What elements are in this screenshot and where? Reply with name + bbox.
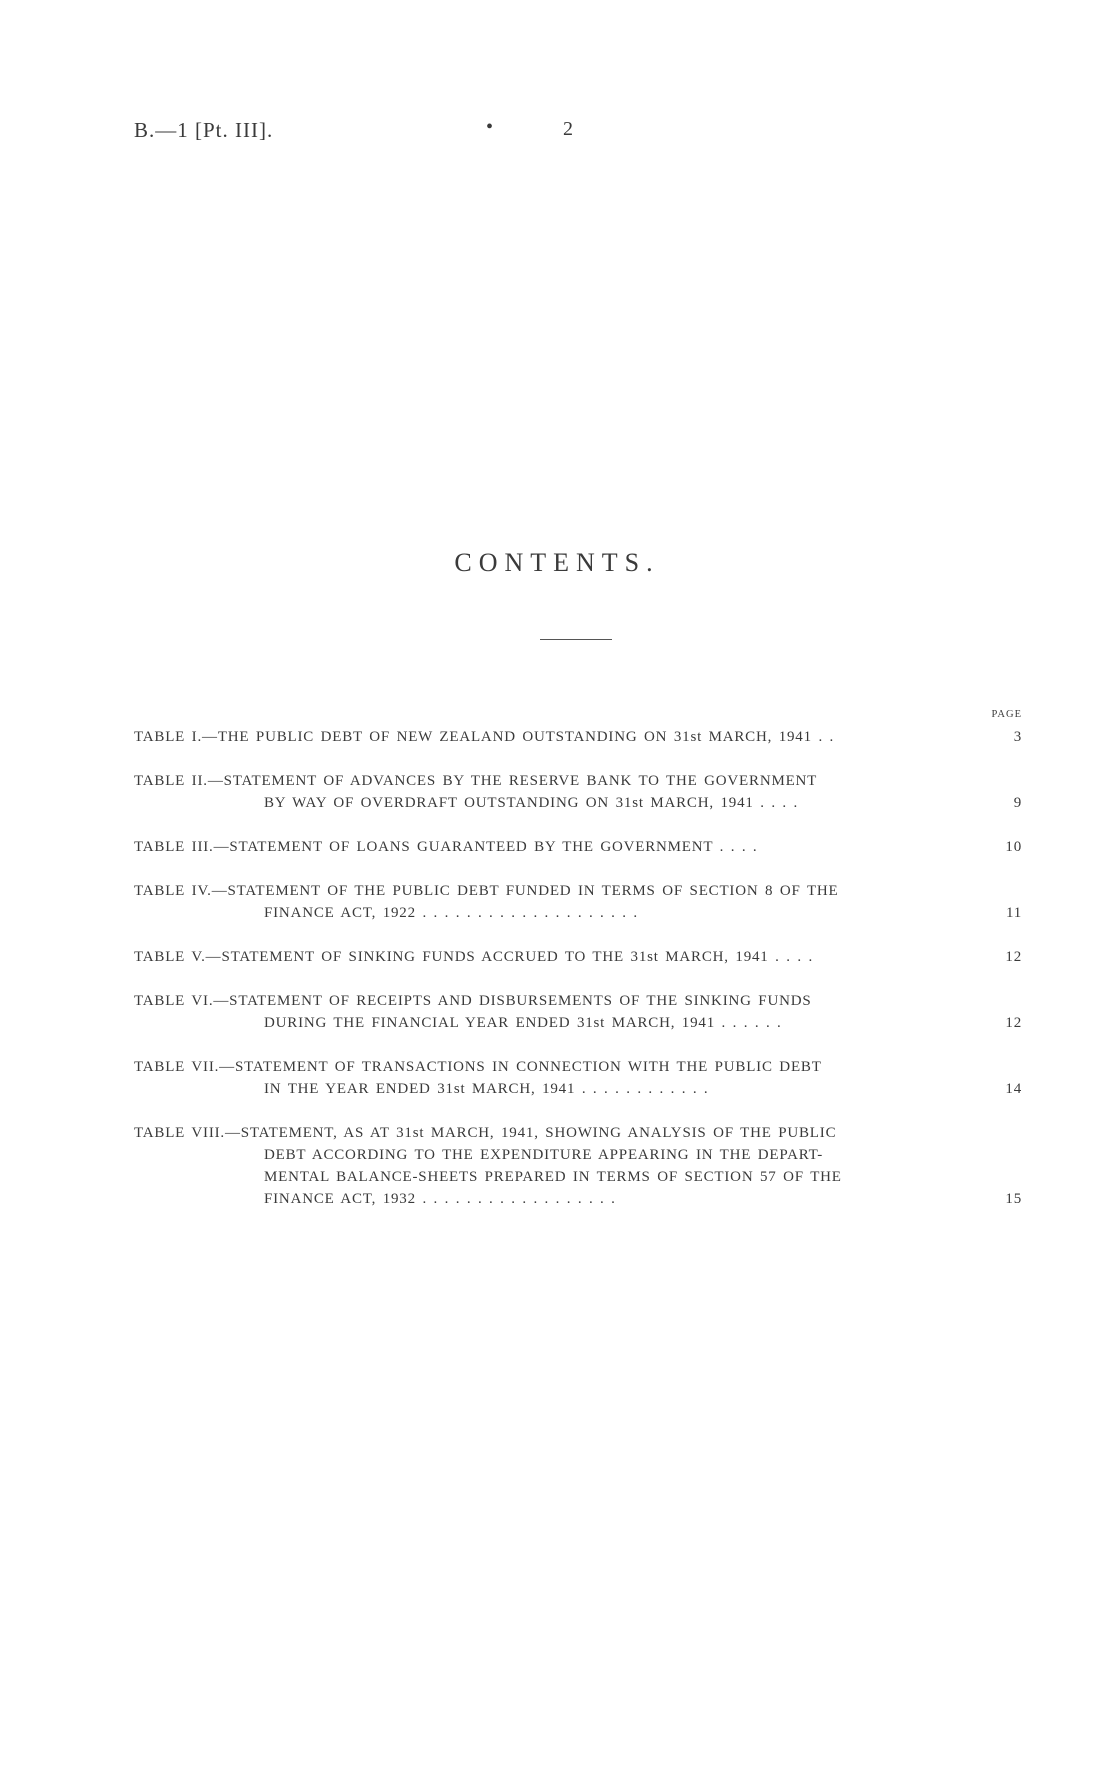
- title-rule: [540, 639, 612, 640]
- toc-entry-page: 14: [1005, 1081, 1022, 1097]
- toc-entry-page: 10: [1005, 839, 1022, 855]
- toc-entry-line: TABLE III.—STATEMENT OF LOANS GUARANTEED BY THE GOVERNMENT . . . .: [134, 839, 758, 855]
- toc-entry-line: TABLE VIII.—STATEMENT, AS AT 31st MARCH, 1941, SHOWING ANALYSIS OF THE PUBLIC: [134, 1125, 837, 1141]
- toc-entry-table-6[interactable]: [134, 990, 1022, 1034]
- page-header-dot: •: [486, 116, 494, 138]
- toc-entry-page: 12: [1005, 949, 1022, 965]
- toc-entry-text: [134, 1122, 954, 1210]
- page-column-label: PAGE: [991, 709, 1022, 720]
- toc-entry-line: TABLE IV.—STATEMENT OF THE PUBLIC DEBT FUNDED IN TERMS OF SECTION 8 OF THE: [134, 883, 839, 899]
- contents-title: CONTENTS.: [454, 548, 660, 577]
- toc-entry-line: DURING THE FINANCIAL YEAR ENDED 31st MARCH, 1941 . . . . . .: [264, 1015, 782, 1031]
- toc-entry-line: TABLE V.—STATEMENT OF SINKING FUNDS ACCRUED TO THE 31st MARCH, 1941 . . . .: [134, 949, 813, 965]
- toc-entry-table-1[interactable]: [134, 726, 1022, 748]
- toc-entry-line: TABLE I.—THE PUBLIC DEBT OF NEW ZEALAND OUTSTANDING ON 31st MARCH, 1941 . .: [134, 729, 835, 745]
- toc-entry-table-2[interactable]: [134, 770, 1022, 814]
- toc-entry-page: 15: [1005, 1191, 1022, 1207]
- toc-entry-page: 12: [1005, 1015, 1022, 1031]
- toc-entry-text: [134, 946, 954, 968]
- toc-entry-text: [134, 726, 954, 748]
- toc-entry-line: IN THE YEAR ENDED 31st MARCH, 1941 . . . . . . . . . . . .: [264, 1081, 709, 1097]
- toc-entry-page: 9: [1013, 795, 1022, 811]
- toc-entry-page: 3: [1013, 729, 1022, 745]
- toc-entry-text: [134, 990, 954, 1034]
- toc-entry-line: TABLE VII.—STATEMENT OF TRANSACTIONS IN CONNECTION WITH THE PUBLIC DEBT: [134, 1059, 822, 1075]
- toc-entry-line: TABLE II.—STATEMENT OF ADVANCES BY THE RESERVE BANK TO THE GOVERNMENT: [134, 773, 818, 789]
- page-number: 2: [563, 118, 573, 140]
- toc-entry-table-4[interactable]: [134, 880, 1022, 924]
- toc-entry-text: [134, 880, 954, 924]
- toc-entry-table-8[interactable]: [134, 1122, 1022, 1210]
- toc-entry-line: TABLE VI.—STATEMENT OF RECEIPTS AND DISBURSEMENTS OF THE SINKING FUNDS: [134, 993, 812, 1009]
- toc-entry-table-3[interactable]: [134, 836, 1022, 858]
- toc-entry-table-5[interactable]: [134, 946, 1022, 968]
- toc-entry-line: MENTAL BALANCE-SHEETS PREPARED IN TERMS OF SECTION 57 OF THE: [264, 1169, 842, 1185]
- page-header-reference: B.—1 [Pt. III].: [134, 118, 274, 142]
- toc-entry-page: 11: [1005, 905, 1022, 921]
- toc-entry-text: [134, 1056, 954, 1100]
- toc-entry-line: DEBT ACCORDING TO THE EXPENDITURE APPEARING IN THE DEPART-: [264, 1147, 824, 1163]
- table-of-contents: [134, 726, 1022, 1232]
- toc-entry-line: FINANCE ACT, 1922 . . . . . . . . . . . . . . . . . . . .: [264, 905, 638, 921]
- toc-entry-text: [134, 836, 954, 858]
- toc-entry-text: [134, 770, 954, 814]
- toc-entry-line: BY WAY OF OVERDRAFT OUTSTANDING ON 31st MARCH, 1941 . . . .: [264, 795, 799, 811]
- toc-entry-table-7[interactable]: [134, 1056, 1022, 1100]
- toc-entry-line: FINANCE ACT, 1932 . . . . . . . . . . . . . . . . . .: [264, 1191, 616, 1207]
